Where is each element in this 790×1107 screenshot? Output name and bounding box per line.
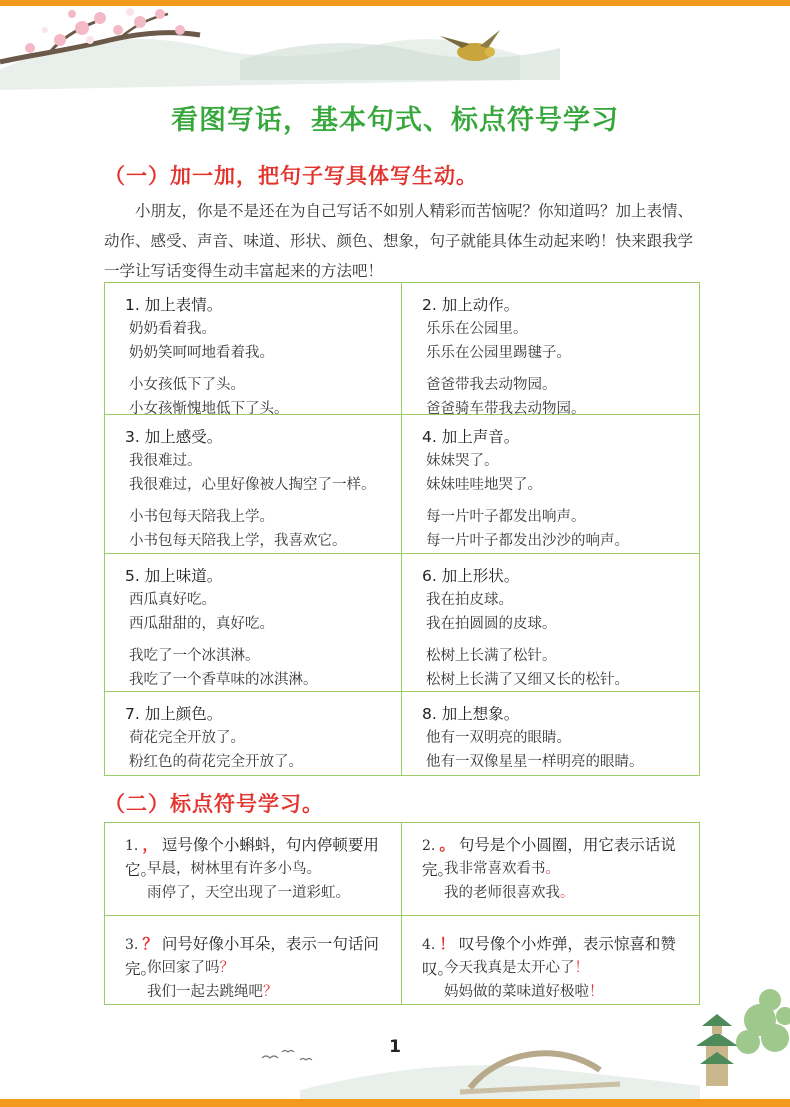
- sentence-line: 我吃了一个冰淇淋。: [129, 648, 260, 664]
- page-number: 1: [389, 1037, 401, 1057]
- cell-heading: 6. 加上形状。: [422, 567, 520, 585]
- sentence-line: 小女孩惭愧地低下了头。: [129, 401, 289, 417]
- question-mark: ？: [142, 935, 158, 953]
- sentence-line: 荷花完全开放了。: [129, 730, 245, 746]
- cell-heading: 7. 加上颜色。: [125, 705, 223, 723]
- sentence-line: 我在拍圆圆的皮球。: [426, 616, 557, 632]
- footer-illustration: [0, 980, 790, 1100]
- sentence-line: 西瓜真好吃。: [129, 592, 216, 608]
- sentence-line: 每一片叶子都发出沙沙的响声。: [426, 533, 629, 549]
- sentence-line: 爸爸骑车带我去动物园。: [426, 401, 586, 417]
- example-line: 我们一起去跳绳吧？: [147, 984, 278, 1000]
- sentence-line: 他有一双明亮的眼睛。: [426, 730, 571, 746]
- tree-icon: [736, 989, 790, 1054]
- punctuation-desc: 逗号像个小蝌蚪，句内停顿要用它。: [125, 836, 379, 879]
- punctuation-desc: 句号是个小圆圈，用它表示话说完。: [422, 836, 676, 879]
- sentence-line: 西瓜甜甜的，真好吃。: [129, 616, 274, 632]
- example-line: 我的老师很喜欢我。: [444, 885, 575, 901]
- cell-heading: 2. 加上动作。: [422, 296, 520, 314]
- cell-heading: 5. 加上味道。: [125, 567, 223, 585]
- item-number: 3.: [125, 937, 139, 953]
- sentence-line: 妹妹哭了。: [426, 453, 499, 469]
- example-line: 你回家了吗？: [147, 960, 234, 976]
- cell-heading: 8. 加上想象。: [422, 705, 520, 723]
- sentence-line: 小书包每天陪我上学，我喜欢它。: [129, 533, 347, 549]
- exclamation-mark: ！: [439, 935, 455, 953]
- table-cell: [402, 823, 699, 916]
- item-number: 1.: [125, 838, 139, 854]
- sentence-line: 小书包每天陪我上学。: [129, 509, 274, 525]
- sentence-expansion-table: [104, 282, 700, 776]
- table-cell: [105, 415, 402, 554]
- example-line: 妈妈做的菜味道好极啦！: [444, 984, 604, 1000]
- sentence-line: 爸爸带我去动物园。: [426, 377, 557, 393]
- comma-mark: ，: [142, 836, 158, 854]
- table-cell: [105, 823, 402, 916]
- table-cell: [105, 283, 402, 415]
- punctuation-desc: 叹号像个小炸弹，表示惊喜和赞叹。: [422, 935, 676, 978]
- bottom-orange-bar: [0, 1099, 790, 1107]
- table-cell: [402, 554, 699, 692]
- item-number: 2.: [422, 838, 436, 854]
- pagoda-icon: [696, 1014, 738, 1086]
- sentence-line: 松树上长满了又细又长的松针。: [426, 672, 629, 688]
- header-illustration: [0, 0, 790, 110]
- cell-heading: 3. 加上感受。: [125, 428, 223, 446]
- punctuation-table: [104, 822, 700, 1005]
- sentence-line: 乐乐在公园里踢毽子。: [426, 345, 571, 361]
- example-line: 雨停了，天空出现了一道彩虹。: [147, 885, 350, 901]
- table-cell: [402, 692, 699, 775]
- section1-intro: 小朋友，你是不是还在为自己写话不如别人精彩而苦恼呢？你知道吗？加上表情、动作、感受、声音、味道、形状、颜色、想象，句子就能具体生动起来哟！快来跟我学一学让写话变得生动丰富起来的方法吧！: [104, 202, 694, 280]
- page-title: 看图写话，基本句式、标点符号学习: [171, 105, 619, 136]
- sentence-line: 我吃了一个香草味的冰淇淋。: [129, 672, 318, 688]
- birds-icon: [262, 1051, 312, 1061]
- sentence-line: 奶奶看着我。: [129, 321, 216, 337]
- table-cell: [402, 415, 699, 554]
- sentence-line: 粉红色的荷花完全开放了。: [129, 754, 303, 770]
- period-mark: 。: [439, 836, 455, 854]
- sentence-line: 松树上长满了松针。: [426, 648, 557, 664]
- sentence-line: 每一片叶子都发出响声。: [426, 509, 586, 525]
- cell-heading: 4. 加上声音。: [422, 428, 520, 446]
- sentence-line: 我在拍皮球。: [426, 592, 513, 608]
- section1-title: （一）加一加，把句子写具体写生动。: [104, 164, 478, 188]
- sentence-line: 小女孩低下了头。: [129, 377, 245, 393]
- item-number: 4.: [422, 937, 436, 953]
- example-line: 今天我真是太开心了！: [444, 960, 589, 976]
- sentence-line: 我很难过。: [129, 453, 202, 469]
- table-cell: [402, 283, 699, 415]
- sentence-line: 妹妹哇哇地哭了。: [426, 477, 542, 493]
- sentence-line: 我很难过，心里好像被人掏空了一样。: [129, 477, 376, 493]
- example-line: 早晨，树林里有许多小鸟。: [147, 861, 321, 877]
- example-line: 我非常喜欢看书。: [444, 861, 560, 877]
- punctuation-desc: 问号好像小耳朵，表示一句话问完。: [125, 935, 379, 978]
- sentence-line: 奶奶笑呵呵地看着我。: [129, 345, 274, 361]
- cell-heading: 1. 加上表情。: [125, 296, 223, 314]
- table-cell: [105, 554, 402, 692]
- table-cell: [105, 692, 402, 775]
- section2-title: （二）标点符号学习。: [104, 792, 324, 816]
- sentence-line: 他有一双像星星一样明亮的眼睛。: [426, 754, 644, 770]
- sentence-line: 乐乐在公园里。: [426, 321, 528, 337]
